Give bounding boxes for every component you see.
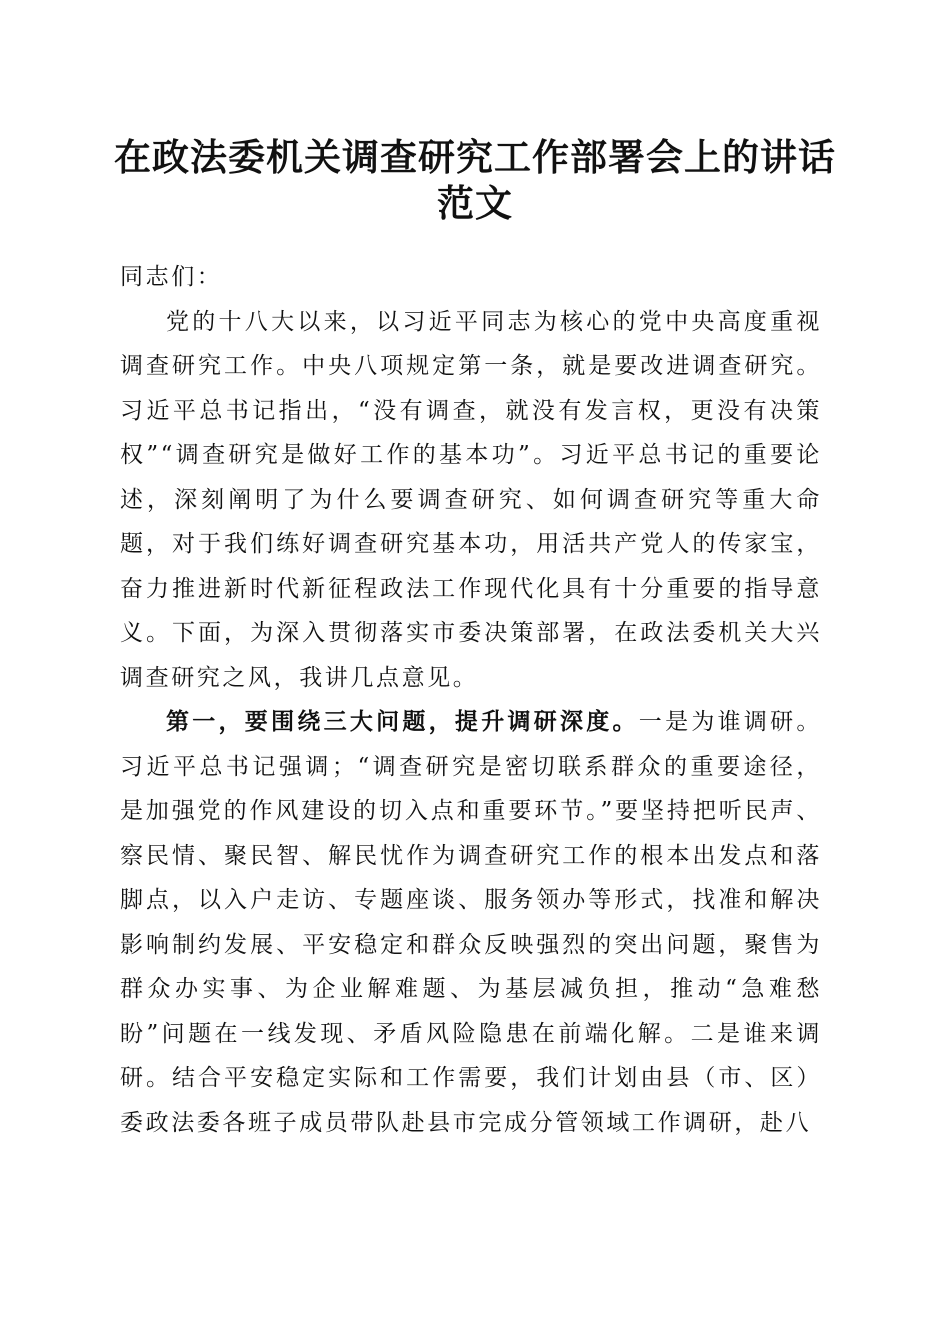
document-body	[120, 255, 822, 1145]
document-title: 在政法委机关调查研究工作部署会上的讲话范文	[114, 135, 836, 225]
paragraph-lead-heading: 第一，要围绕三大问题，提升调研深度。	[166, 708, 639, 735]
paragraph-first-point-text: 一是为谁调研。习近平总书记强调；“调查研究是密切联系群众的重要途径，是加强党的作风建设的切入点和重要环节。”要坚持把听民声、察民情、聚民智、解民忧作为调查研究工作的根本出发点和落脚点，以入户走访、专题座谈、服务领办等形式，找准和解决影响制约发展、平安稳定和群众反映强烈的突出问题，聚售为群众办实事、为企业解难题、为基层减负担，推动“急难愁盼”问题在一线发现、矛盾风险隐患在前端化解。二是谁来调研。结合平安稳定实际和工作需要，我们计划由县（市、区）委政法委各班子成员带队赴县市完成分管领域工作调研，赴八	[120, 709, 822, 1136]
salutation: 同志们：	[120, 264, 223, 290]
paragraph-intro: 党的十八大以来，以习近平同志为核心的党中央高度重视调查研究工作。中央八项规定第一条，就是要改进调查研究。习近平总书记指出，“没有调查，就没有发言权，更没有决策权”“调查研究是做好工作的基本功”。习近平总书记的重要论述，深刻阐明了为什么要调查研究、如何调查研究等重大命题，对于我们练好调查研究基本功，用活共产党人的传家宝，奋力推进新时代新征程政法工作现代化具有十分重要的指导意义。下面，为深入贯彻落实市委决策部署，在政法委机关大兴调查研究之风，我讲几点意见。	[120, 308, 822, 691]
paragraph-first-point	[120, 700, 822, 1145]
